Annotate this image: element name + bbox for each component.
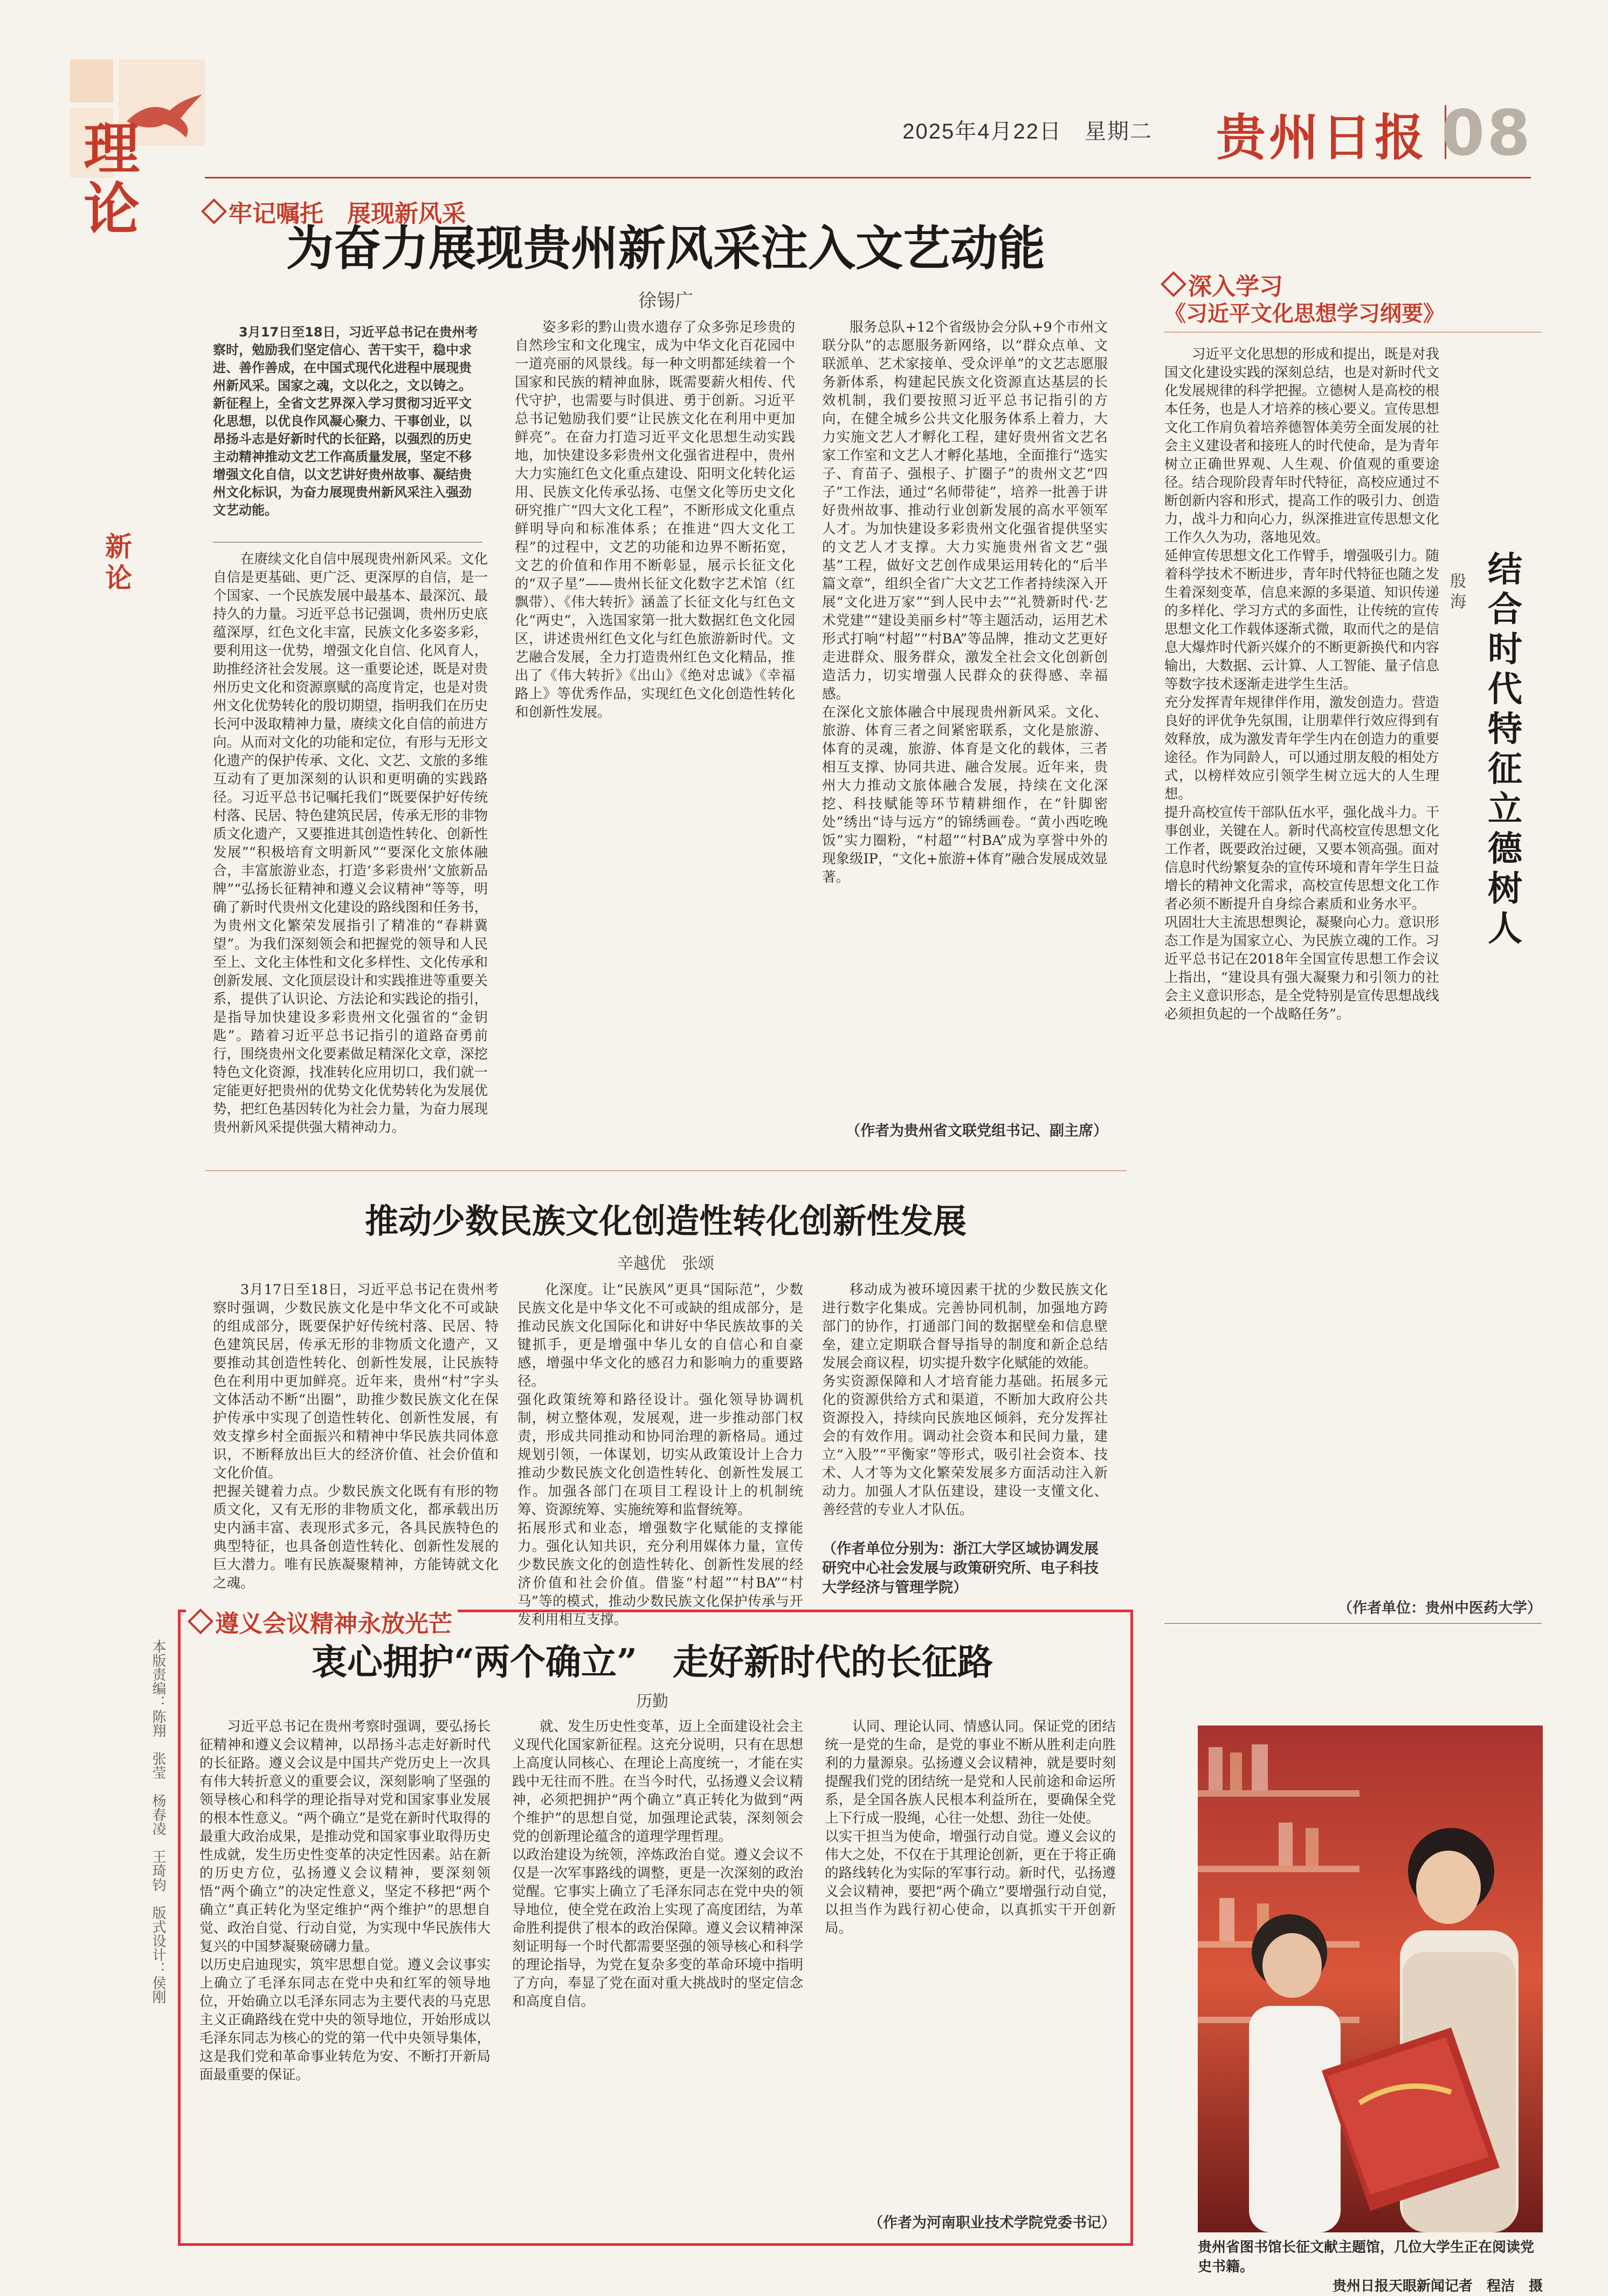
editor-credit: 本版责编：陈翔 张莹 杨春凌 王琦钧 版式设计：侯刚 [150,1639,166,2004]
article3-author: 历勤 [636,1692,668,1711]
article2-title: 推动少数民族文化创造性转化创新性发展 [364,1201,967,1241]
article1-title: 为奋力展现贵州新风采注入文艺动能 [286,220,1045,276]
paper-name: 贵州日报 [1216,108,1427,167]
article1-lead: 3月17日至18日，习近平总书记在贵州考察时，勉励我们坚定信心、苦干实干，稳中求进、善作善成，在中国式现代化进程中展现贵州新风采。国家之魂，文以化之，文以铸之。新征程上，全省文艺界深入学习贯彻习近平文化思想，以优良作风凝心聚力、干事创业，以昂扬斗志是好新时代的长征路，以强烈的历史主动精神推动文艺工作高质量发展，坚定不移增强文化自信，以文艺讲好贵州故事、凝结贵州文化标识，为奋力展现贵州新风采注入强劲文艺动能。 [213,325,478,518]
photo-illustration [1198,1726,1543,2232]
masthead-rule [205,177,1531,178]
section-char-2: 论 [84,176,140,242]
sub-section-label [105,531,137,594]
section-label [84,116,148,242]
article3-title: 衷心拥护“两个确立” 走好新时代的长征路 [312,1641,993,1683]
article2-column-3: 移动成为被环境因素干扰的少数民族文化进行数字化集成。完善协同机制，加强地方跨部门的协作，打通部门间的数据壁垒和信息壁垒，建立定期联合督导指导的制度和新企总结发展会商议程，切实提升数字化赋能的效能。 务实资源保障和人才培育能力基础。拓展多元化的资源供给方式和渠道，不断加大政府公共资源投入，持续向民族地区倾斜，充分发挥社会的有效作用。调动社会资本和民间力量，建立“入股”“平衡家”等形式，吸引社会资本、技术、人才等为文化繁荣发展多方面活动注入新动力。加强人才队伍建设，建设一支懂文化、善经营的专业人才队伍。 [822,1282,1108,1518]
article4-bottom-rule [1164,1623,1542,1624]
article3-tag [186,1604,458,1639]
article4-series: 《习近平文化思想学习纲要》 [1164,301,1445,326]
article3-column-3: 认同、理论认同、情感认同。保证党的团结统一是党的生命，是党的事业不断从胜利走向胜利的力量源泉。弘扬遵义会议精神，就是要时刻提醒我们党的团结统一是党和人民前途和命运所系，是全国各族人民根本利益所在，要确保全党上下行成一股绳，心往一处想、劲往一处使。 以实干担当为使命，增强行动自觉。遵义会议的伟大之处，不仅在于其理论创新，更在于将正确的路线转化为实际的军事行动。新时代，弘扬遵义会议精神，要把“两个确立”要增强行动自觉，以担当作为践行初心使命，以真抓实干开创新局。 [825,1718,1116,1936]
article1-column-2: 姿多彩的黔山贵水遗存了众多弥足珍贵的自然珍宝和文化瑰宝，成为中华文化百花园中一道亮丽的风景线。每一种文明都延续着一个国家和民族的精神血脉，既需要薪火相传、代代守护，也需要与时俱进、勇于创新。习近平总书记勉励我们要“让民族文化在利用中更加鲜亮”。在奋力打造习近平文化思想生动实践地，加快建设多彩贵州文化强省进程中，贵州大力实施红色文化重点建设、阳明文化转化运用、民族文化传承弘扬、屯堡文化等历史文化研究推广“四大文化工程”，不断形成文化重点鲜明导向和标准体系；在推进“四大文化工程”的过程中，文艺的功能和边界不断拓宽，文艺的价值和作用不断彰显，展示长征文化的“双子星”——贵州长征文化数字艺术馆（红飘带）、《伟大转折》涵盖了长征文化与红色文化“两史”，入选国家第一批大数据红色文化园区，讲述贵州红色文化与红色旅游新时代。文艺融合发展，全力打造贵州红色文化精品，推出了《伟大转折》《出山》《绝对忠诚》《幸福路上》等优秀作品，实现红色文化创造性转化和创新性发展。 [515,319,795,720]
diamond-icon [1161,271,1186,297]
photo-caption-text: 贵州省图书馆长征文献主题馆，几位大学生正在阅读党史书籍。 [1198,2239,1535,2275]
article1-tag-text: 牢记嘱托 展现新风采 [229,200,466,228]
article1-column-1: 在赓续文化自信中展现贵州新风采。文化自信是更基础、更广泛、更深厚的自信，是一个国家、一个民族发展中最基本、最深沉、最持久的力量。习近平总书记强调，贵州历史底蕴深厚，红色文化丰富，民族文化多姿多彩，要利用这一优势，增强文化自信、化风育人，助推经济社会发展。这一重要论述，既是对贵州历史文化和资源禀赋的高度肯定，也是对贵州文化优势转化的殷切期望，指明我们在历史长河中汲取精神力量，赓续文化自信的前进方向。从而对文化的功能和定位，有形与无形文化遗产的保护传承、文化、文艺、文旅的多维互动有了更加深刻的认识和更明确的实践路径。习近平总书记嘱托我们“既要保护好传统村落、民居、特色建筑民居，传承无形的非物质文化遗产，又要推进其创造性转化、创新性发展”“积极培育文明新风”“要深化文旅体融合，丰富旅游业态，打造‘多彩贵州’文旅新品牌”“弘扬长征精神和遵义会议精神”等等，明确了新时代贵州文化建设的路线图和任务书，为贵州文化繁荣发展指引了精准的“春耕冀望”。为我们深刻领会和把握党的领导和人民至上、文化主体性和文化多样性、文化传承和创新发展、文化顶层设计和实践推进等重要关系，提供了认识论、方法论和实践论的指引，是指导加快建设多彩贵州文化强省的“金钥匙”。踏着习近平总书记指引的道路奋勇前行，围绕贵州文化要素做足精深化文章，深挖特色文化资源，找准转化应用切口，我们就一定能更好把贵州的优势文化优势转化为发展优势，把红色基因转化为社会力量，为奋力展现贵州新风采提供强大精神动力。 [213,551,488,1136]
article1-bottom-rule [205,1170,1127,1171]
article3-tag-text: 遵义会议精神永放光芒 [215,1610,452,1638]
photo-credit: 贵州日报天眼新闻记者 程洁 摄 [1332,2278,1543,2294]
article3-column-2: 就、发生历史性变革，迈上全面建设社会主义现代化国家新征程。这充分说明，只有在思想上高度认同核心、在理论上高度统一，才能在实践中无往而不胜。在当今时代，弘扬遵义会议精神，必须把拥护“两个确立”真正转化为做到“两个维护”的思想自觉，加强理论武装，深刻领会党的创新理论蕴含的道理学理哲理。 以政治建设为统领，淬炼政治自觉。遵义会议不仅是一次军事路线的调整，更是一次深刻的政治觉醒。它事实上确立了毛泽东同志在党中央的领导地位，使全党在政治上实现了高度团结，为革命胜利提供了根本的政治保障。遵义会议精神深刻证明每一个时代都需要坚强的领导核心和科学的理论指导，为党在复杂多变的革命环境中指明了方向，奉显了党在面对重大挑战时的坚定信念和高度自信。 [512,1718,803,2010]
article2-author: 辛越优 张颂 [617,1254,714,1273]
library-photo [1198,1726,1543,2232]
sub-section-char-2: 论 [105,562,132,594]
article4-title: 结合时代特征立德树人 [1488,549,1522,949]
page-number: 08 [1441,97,1533,170]
article2-credit: （作者单位分别为：浙江大学区域协调发展研究中心社会发展与政策研究所、电子科技大学经济与管理学院） [822,1541,1099,1596]
section-char-1: 理 [84,116,140,182]
article4-top-rule [1164,332,1542,333]
article1-author: 徐锡广 [638,290,693,312]
article3-credit: （作者为河南职业技术学院党委书记） [868,2215,1116,2231]
sub-section-char-1: 新 [105,531,132,562]
photo-caption [1198,2238,1543,2296]
date-line: 2025年4月22日 星期二 [902,120,1152,143]
article3-column-1: 习近平总书记在贵州考察时强调，要弘扬长征精神和遵义会议精神，以昂扬斗志走好新时代的长征路。遵义会议是中国共产党历史上一次具有伟大转折意义的重要会议，深刻影响了坚强的领导核心和科学的理论指导对党和国家事业发展的根本性意义。“两个确立”是党在新时代取得的最重大政治成果，是推动党和国家事业取得历史性成就，发生历史性变革的决定性因素。站在新的历史方位，弘扬遵义会议精神，要深刻领悟“两个确立”的决定性意义，坚定不移把“两个确立”真正转化为坚定维护“两个维护”的思想自觉、政治自觉、行动自觉，为实现中华民族伟大复兴的中国梦凝聚磅礴力量。 以历史启迪现实，筑牢思想自觉。遵义会议事实上确立了毛泽东同志在党中央和红军的领导地位，开始确立以毛泽东同志为主要代表的马克思主义正确路线在党中央的领导地位，开始形成以毛泽东同志为核心的党的第一代中央领导集体，这是我们党和革命事业转危为安、不断打开新局面最重要的保证。 [199,1718,491,2083]
article4-body: 习近平文化思想的形成和提出，既是对我国文化建设实践的深刻总结，也是对新时代文化发展规律的科学把握。立德树人是高校的根本任务，也是人才培养的核心要义。宣传思想文化工作肩负着培养德智体美劳全面发展的社会主义建设者和接班人的时代使命，是为青年树立正确世界观、人生观、价值观的重要途径。结合现阶段青年时代特征，高校应通过不断创新内容和形式，提高工作的吸引力、创造力，战斗力和向心力，纵深推进宣传思想文化工作久久为功，落地见效。 延伸宣传思想文化工作臂手，增强吸引力。随着科学技术不断进步，青年时代特征也随之发生着深刻变革，信息来源的多渠道、知识传递的多样化、学习方式的多面性，让传统的宣传思想文化工作载体逐渐式微，取而代之的是信息大爆炸时代新兴媒介的不断更新换代和内容输出，大数据、云计算、人工智能、量子信息等数字技术逐渐走进学生生活。 充分发挥青年规律伴作用，激发创造力。营造良好的评优争先氛围，让朋辈伴行效应得到有效释放，成为激发青年学生内在创造力的重要途径。作为同龄人，可以通过朋友般的相处方式，以榜样效应引领学生树立远大的人生理想。 提升高校宣传干部队伍水平，强化战斗力。干事创业，关键在人。新时代高校宣传思想文化工作者，既要政治过硬，又要本领高强。面对信息时代纷繁复杂的宣传环境和青年学生日益增长的精神文化需求，高校宣传思想文化工作者必须不断提升自身综合素质和业务水平。 巩固壮大主流思想舆论，凝聚向心力。意识形态工作是为国家立心、为民族立魂的工作。习近平总书记在2018年全国宣传思想工作会议上指出，“建设具有强大凝聚力和引领力的社会主义意识形态，是全党特别是宣传思想战线必须担负起的一个战略任务”。 [1164,346,1440,1022]
article4-author: 殷海 [1450,572,1466,611]
article4-tag-text: 深入学习 [1188,273,1283,300]
article1-column-3: 服务总队+12个省级协会分队+9个市州文联分队”的志愿服务新网络，以“群众点单、文联派单、艺术家接单、受众评单”的文艺志愿服务新体系，构建起民族文化资源直达基层的长效机制，我们要按照习近平总书记指引的方向，在健全城乡公共文化服务体系上着力，大力实施文艺人才孵化工程，建好贵州省文艺名家工作室和文艺人才孵化基地，全面推行“选实子、育苗子、强根子、扩圈子”的贵州文艺“四子”工作法，通过“名师带徒”，培养一批善于讲好贵州故事、推动行业创新发展的高水平领军人才。为加快建设多彩贵州文化强省提供坚实的文艺人才支撑。大力实施贵州省文艺“强基”工程，做好文艺创作成果运用转化的“后半篇文章”，组织全省广大文艺工作者持续深入开展“文化进万家”“到人民中去”“礼赞新时代·艺术党建”“建设美丽乡村”等主题活动，运用艺术形式打响“村超”“村BA”等品牌，推动文艺更好走进群众、服务群众，激发全社会文化创新创造活力，切实增强人民群众的获得感、幸福感。 在深化文旅体融合中展现贵州新风采。文化、旅游、体育三者之间紧密联系，文化是旅游、体育的灵魂，旅游、体育是文化的载体，三者相互支撑、协同共进、融合发展。近年来，贵州大力推动文旅体融合发展，持续在文化深挖、科技赋能等环节精耕细作，在“针脚密处”绣出“诗与远方”的锦绣画卷。“黄小西吃晚饭”实力圈粉，“村超”“村BA”成为享誉中外的现象级IP，“文化+旅游+体育”融合发展成效显著。 [822,319,1108,885]
article4-credit: （作者单位：贵州中医药大学） [1338,1600,1542,1617]
diamond-icon [188,1608,213,1634]
article2-column-1: 3月17日至18日，习近平总书记在贵州考察时强调，少数民族文化是中华文化不可或缺的组成部分，既要保护好传统村落、民居、特色建筑民居，传承无形的非物质文化遗产，又要推动其创造性转化、创新性发展，让民族特色在利用中更加鲜亮。近年来，贵州“村”字头文体活动不断“出圈”，助推少数民族文化在保护传承中实现了创造性转化、创新性发展，有效支撑乡村全面振兴和精神中华民族共同体意识，不断释放出巨大的经济价值、社会价值和文化价值。 把握关键着力点。少数民族文化既有有形的物质文化，又有无形的非物质文化，都承载出历史内涵丰富、表现形式多元，各具民族特色的典型特征，也具备创造性转化、创新性发展的巨大潜力。唯有民族凝聚精神，方能铸就文化之魂。 [213,1282,499,1591]
article2-column-2: 化深度。让“民族风”更具“国际范”，少数民族文化是中华文化不可或缺的组成部分，是推动民族文化国际化和讲好中华民族故事的关键抓手，更是增强中华儿女的自信心和自豪感，增强中华文化的感召力和影响力的重要路径。 强化政策统筹和路径设计。强化领导协调机制，树立整体观，发展观，进一步推动部门权责，形成共同推动和协同治理的新格局。通过规划引领，一体谋划，切实从政策设计上合力推动少数民族文化创造性转化、创新性发展工作。加强各部门在项目工程设计上的机制统筹、资源统筹、实施统筹和监督统筹。 拓展形式和业态，增强数字化赋能的支撑能力。强化认知共识，充分利用媒体力量，宣传少数民族文化的创造性转化、创新性发展的经济价值和社会价值。借鉴“村超”“村BA”“村马”等的模式，推动少数民族文化保护传承与开发利用相互支撑。 [517,1282,803,1628]
article1-credit: （作者为贵州省文联党组书记、副主席） [846,1123,1108,1139]
